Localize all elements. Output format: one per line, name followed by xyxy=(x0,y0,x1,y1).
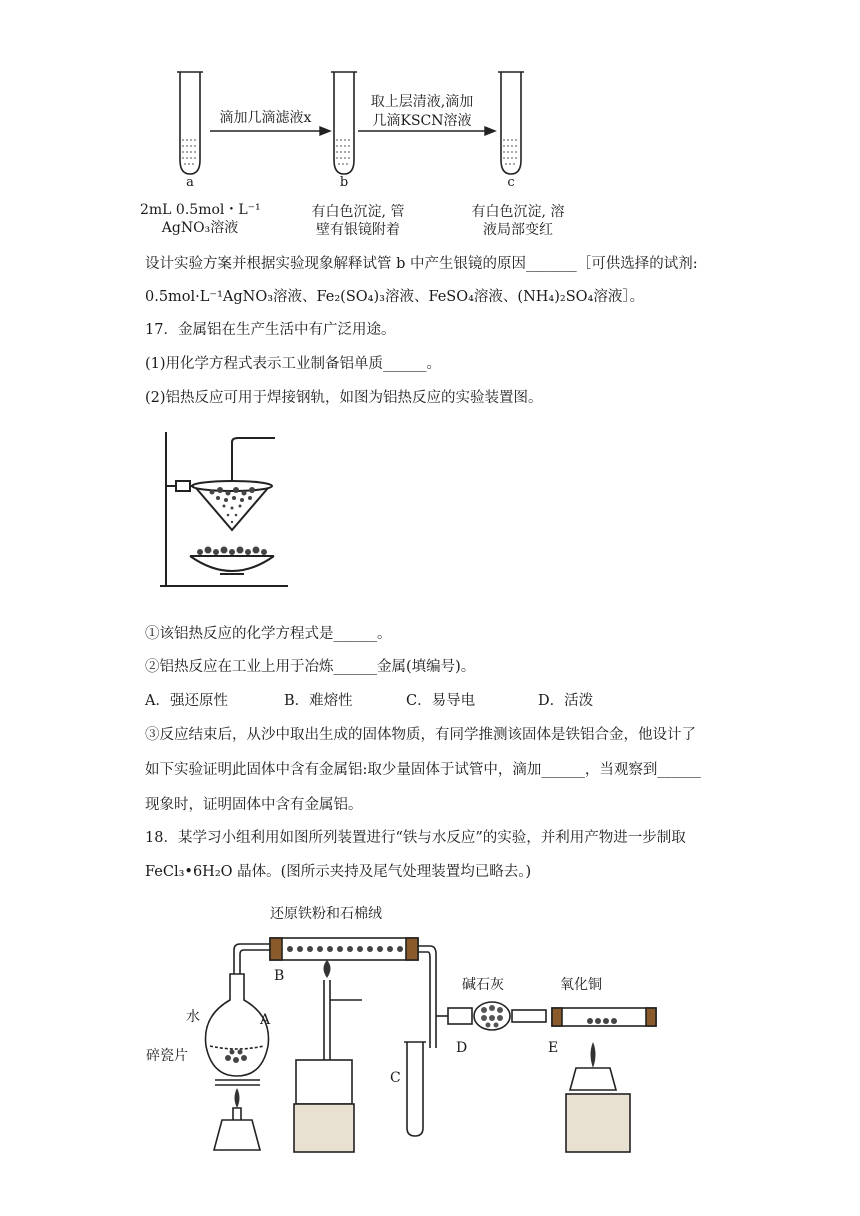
iron-water-apparatus-diagram xyxy=(140,930,700,1155)
caption-a-line2: AgNO₃溶液 xyxy=(161,220,239,236)
paragraph-1: 设计实验方案并根据实验现象解释试管 b 中产生银镜的原因_______［可供选择的试剂: xyxy=(145,256,698,272)
choice-b: B．难熔性 xyxy=(284,693,353,709)
label-e: E xyxy=(548,1040,559,1056)
choice-d: D．活泼 xyxy=(538,693,594,709)
soda-lime xyxy=(481,1005,503,1028)
test-tube-a xyxy=(177,72,203,174)
flame-e xyxy=(591,1042,596,1068)
paragraph-2: 0.5mol·L⁻¹AgNO₃溶液、Fe₂(SO₄)₃溶液、FeSO₄溶液、(NH₄)₂SO₄溶液］。 xyxy=(145,289,645,305)
caption-c-line1: 有白色沉淀, 溶 xyxy=(471,204,565,220)
arrow-1-label: 滴加几滴滤液x xyxy=(219,110,312,126)
tube-c-letter: c xyxy=(507,175,515,190)
label-porcelain-chips: 碎瓷片 xyxy=(146,1048,188,1064)
question-18-line2: FeCl₃•6H₂O 晶体。(图所示夹持及尾气处理装置均已略去。) xyxy=(145,864,532,880)
arrow-2-label-line2: 几滴KSCN溶液 xyxy=(372,113,472,129)
label-water: 水 xyxy=(186,1009,200,1025)
question-18-line1: 18．某学习小组利用如图所列装置进行“铁与水反应”的实验，并利用产物进一步制取 xyxy=(145,830,686,846)
tube-e xyxy=(552,1008,656,1026)
porcelain-chips xyxy=(225,1050,247,1064)
thermite-apparatus-diagram xyxy=(150,428,290,593)
test-tubes-svg xyxy=(140,60,580,190)
question-17-title: 17．金属铝在生产生活中有广泛用途。 xyxy=(145,322,396,338)
liquid-c xyxy=(503,140,519,164)
thermite-mixture xyxy=(210,487,256,523)
label-copper-oxide: 氧化铜 xyxy=(560,977,602,993)
question-17-item-1: ①该铝热反应的化学方程式是______。 xyxy=(145,626,392,642)
iron-powder xyxy=(287,946,403,952)
choice-c: C．易导电 xyxy=(406,693,476,709)
label-b: B xyxy=(274,968,285,984)
label-a: A xyxy=(260,1012,271,1028)
test-tube-b xyxy=(331,72,357,174)
question-17-item-2: ②铝热反应在工业上用于冶炼______金属(填编号)。 xyxy=(145,659,476,675)
label-soda-lime: 碱石灰 xyxy=(462,977,504,993)
copper-oxide xyxy=(587,1018,617,1024)
label-d: D xyxy=(456,1040,468,1056)
arrow-1 xyxy=(210,127,330,135)
tube-a-letter: a xyxy=(186,175,194,190)
question-17-part-1: (1)用化学方程式表示工业制备铝单质______。 xyxy=(145,356,442,372)
question-17-item-3-line3: 现象时，证明固体中含有金属铝。 xyxy=(145,797,363,813)
label-c: C xyxy=(390,1070,401,1086)
tube-b-letter: b xyxy=(339,175,349,190)
liquid-b xyxy=(336,140,352,164)
caption-b-line2: 壁有银镜附着 xyxy=(316,222,400,238)
label-iron-powder: 还原铁粉和石棉绒 xyxy=(270,906,382,922)
choice-a: A．强还原性 xyxy=(145,693,228,709)
caption-b-line1: 有白色沉淀, 管 xyxy=(311,204,405,220)
question-17-item-3-line2: 如下实验证明此固体中含有金属铝:取少量固体于试管中，滴加______，当观察到______ xyxy=(145,762,701,778)
test-tube-c xyxy=(498,72,524,174)
caption-c-line2: 液局部变红 xyxy=(483,222,553,238)
question-17-part-2: (2)铝热反应可用于焊接钢轨，如图为铝热反应的实验装置图。 xyxy=(145,390,543,406)
arrow-2-label-line1: 取上层清液,滴加 xyxy=(370,94,474,110)
caption-a-line1: 2mL 0.5mol・L⁻¹ xyxy=(140,202,261,218)
question-17-item-3-line1: ③反应结束后，从沙中取出生成的固体物质，有同学推测该固体是铁铝合金，他设计了 xyxy=(145,727,696,743)
liquid-a xyxy=(182,140,198,164)
flame-b xyxy=(324,960,331,978)
sand xyxy=(197,547,267,556)
flame-a xyxy=(235,1088,240,1108)
